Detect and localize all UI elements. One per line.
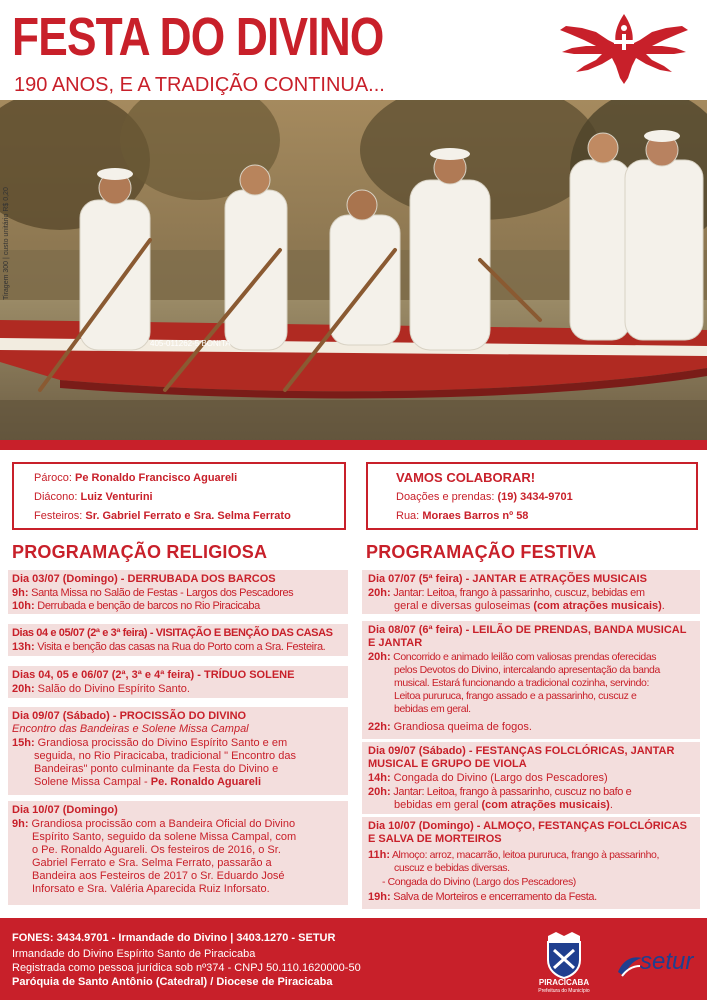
diacono-label: Diácono: [34, 491, 78, 503]
block-heading: Dia 08/07 (6ª feira) - LEILÃO DE PRENDAS, BANDA MUSICAL [368, 624, 687, 636]
schedule-line [12, 737, 287, 750]
priest-name: Pe. Ronaldo Aguareli [150, 776, 262, 788]
address-line [396, 510, 528, 522]
block-heading: Dia 09/07 (Sábado) - PROCISSÃO DO DIVINO [12, 710, 247, 722]
time: 19h: [368, 891, 391, 903]
festive-block-2 [362, 621, 700, 739]
footer-org: Irmandade do Divino Espírito Santo de Piracicaba [12, 948, 256, 960]
religious-block-4 [8, 707, 348, 795]
setur-logo [614, 946, 696, 982]
description: Santa Missa no Salão de Festas - Largos dos Pescadores [28, 587, 294, 599]
time: 13h: [12, 641, 35, 653]
description-cont: cuscuz e bebidas diversas. [394, 862, 510, 874]
description: Grandiosa procissão do Divino Espírito Santo e em [34, 737, 288, 749]
schedule-line [368, 849, 659, 862]
description-text: bebidas em geral [394, 799, 482, 811]
donations-phone: (19) 3434-9701 [497, 491, 573, 503]
schedule-line [368, 772, 608, 785]
religious-block-5 [8, 801, 348, 905]
description: Grandiosa procissão com a Bandeira Oficial do Divino [28, 818, 296, 830]
description-cont [34, 776, 261, 789]
time: 9h: [12, 587, 29, 599]
time: 14h: [368, 772, 391, 784]
description: Almoço: arroz, macarrão, leitoa pururuca, frango à passarinho, [390, 849, 659, 861]
donations-line [396, 491, 573, 503]
description: Concorrido e animado leilão com valiosas prendas oferecidas [390, 651, 657, 663]
block-heading: Dia 10/07 (Domingo) [12, 804, 118, 816]
footer-registration: Registrada como pessoa jurídica sob nº374 - CNPJ 50.110.1620000-50 [12, 962, 361, 974]
time: 22h: [368, 721, 391, 733]
description: Jantar: Leitoa, frango à passarinho, cuscuz, bebidas em [390, 587, 645, 599]
piracicaba-logo [534, 930, 594, 996]
address-label: Rua: [396, 510, 420, 522]
description-cont: Bandeira aos Festeiros de 2017 o Sr. Eduardo José [32, 870, 285, 882]
description-cont: Inforsato e Sra. Valéria Aparecida Ruiz Inforsato. [32, 883, 270, 895]
block-heading-cont: E JANTAR [368, 637, 423, 649]
schedule-line [368, 891, 597, 904]
page-title: FESTA DO DIVINO [12, 7, 384, 67]
time: 11h: [368, 849, 391, 861]
punctuation: . [661, 600, 665, 612]
description-text: geral e diversas guloseimas [394, 600, 534, 612]
music-note: (com atrações musicais) [481, 799, 610, 811]
diacono-name: Luiz Venturini [80, 491, 153, 503]
description-cont: o Pe. Ronaldo Aguareli. Os festeiros de 2016, o Sr. [32, 844, 281, 856]
schedule-line [368, 587, 645, 600]
festive-program-title: PROGRAMAÇÃO FESTIVA [366, 542, 597, 562]
religious-program-title: PROGRAMAÇÃO RELIGIOSA [12, 542, 268, 562]
piracicaba-logo-subtext: Prefeitura do Município [538, 988, 590, 994]
description-cont: bebidas em geral. [394, 703, 471, 715]
religious-block-1 [8, 570, 348, 614]
description-cont: - Congada do Divino (Largo dos Pescadores) [382, 876, 576, 888]
collaborate-box [366, 462, 698, 530]
description: Grandiosa queima de fogos. [390, 721, 532, 733]
description: Salva de Morteiros e encerramento da Festa. [390, 891, 597, 903]
print-credit: Tiragem 300 | custo unitário R$ 0,20 [3, 187, 10, 300]
paroco-line [34, 472, 237, 484]
festeiros-names: Sr. Gabriel Ferrato e Sra. Selma Ferrato [85, 510, 291, 522]
footer [0, 918, 707, 1000]
block-heading: Dias 04 e 05/07 (2ª e 3ª feira) - VISITAÇÃO E BENÇÃO DAS CASAS [12, 627, 333, 639]
schedule-line [368, 786, 631, 799]
paroco-name: Pe Ronaldo Francisco Aguareli [74, 472, 238, 484]
collaborate-title: VAMOS COLABORAR! [396, 470, 536, 485]
footer-parish: Paróquia de Santo Antônio (Catedral) / Diocese de Piracicaba [12, 976, 333, 988]
description-cont: Leitoa pururuca, frango assado e a passarinho, cuscuz e [394, 690, 637, 702]
description: Derrubada e benção de barcos no Rio Piracicaba [34, 600, 260, 612]
time: 20h: [368, 651, 391, 663]
festive-block-3 [362, 742, 700, 814]
block-heading-cont: MUSICAL E GRUPO DE VIOLA [368, 758, 527, 770]
description-cont: musical. Estará funcionando a tradicional cozinha, servindo: [394, 677, 649, 689]
boatmen-photo [0, 100, 707, 440]
time: 20h: [368, 786, 391, 798]
schedule-line [368, 651, 656, 664]
description: Congada do Divino (Largo dos Pescadores) [390, 772, 608, 784]
festeiros-line [34, 510, 291, 522]
schedule-line [12, 641, 325, 654]
divider-band [0, 440, 707, 450]
description-cont: Espírito Santo, seguido da solene Missa Campal, com [32, 831, 297, 843]
time: 20h: [12, 683, 35, 695]
block-heading-cont: E SALVA DE MORTEIROS [368, 833, 502, 845]
schedule-line [12, 818, 295, 831]
description-cont: Bandeiras" ponto culminante da Festa do Divino e [34, 763, 279, 775]
time: 10h: [12, 600, 35, 612]
schedule-line [12, 683, 190, 696]
block-heading: Dia 03/07 (Domingo) - DERRUBADA DOS BARCOS [12, 573, 276, 585]
block-heading: Dia 10/07 (Domingo) - ALMOÇO, FESTANÇAS FOLCLÓRICAS [368, 820, 688, 832]
time: 15h: [12, 737, 35, 749]
piracicaba-logo-text: PIRACICABA [538, 978, 590, 987]
header [0, 0, 707, 104]
setur-logo-text: setur [640, 948, 694, 975]
description-cont [394, 799, 613, 812]
address-value: Moraes Barros nº 58 [422, 510, 529, 522]
description: Salão do Divino Espírito Santo. [34, 683, 190, 695]
schedule-line [12, 600, 260, 613]
footer-phones: FONES: 3434.9701 - Irmandade do Divino | 3403.1270 - SETUR [12, 932, 336, 944]
punctuation: . [609, 799, 613, 811]
hero-photo [0, 100, 707, 440]
paroco-label: Pároco: [34, 472, 72, 484]
donations-label: Doações e prendas: [396, 491, 495, 503]
festive-block-1 [362, 570, 700, 614]
time: 20h: [368, 587, 391, 599]
description: Jantar: Leitoa, frango à passarinho, cuscuz no bafo e [390, 786, 632, 798]
schedule-line [12, 587, 293, 600]
coat-of-arms-icon [534, 930, 594, 980]
description: Visita e benção das casas na Rua do Porto com a Sra. Festeira. [34, 641, 326, 653]
block-heading: Dia 09/07 (Sábado) - FESTANÇAS FOLCLÓRICAS, JANTAR [368, 745, 675, 757]
religious-block-3 [8, 666, 348, 698]
description-cont: Gabriel Ferrato e Sra. Selma Ferrato, passarão a [32, 857, 272, 869]
description-text: Solene Missa Campal - [34, 776, 151, 788]
boat-registration: 405-011262-5 BONITA [150, 339, 231, 348]
holy-spirit-dove-icon [556, 6, 692, 86]
schedule-line [368, 721, 532, 734]
diacono-line [34, 491, 153, 503]
page-subtitle: 190 ANOS, E A TRADIÇÃO CONTINUA... [14, 74, 385, 96]
clergy-info-box [12, 462, 346, 530]
description-cont: seguida, no Rio Piracicaba, tradicional " Encontro das [34, 750, 296, 762]
description-cont: pelos Devotos do Divino, intercalando apresentação da banda [394, 664, 660, 676]
block-heading: Dias 04, 05 e 06/07 (2ª, 3ª e 4ª feira) - TRÍDUO SOLENE [12, 669, 295, 681]
festive-block-4 [362, 817, 700, 909]
music-note: (com atrações musicais) [533, 600, 662, 612]
description-cont [394, 600, 665, 613]
block-heading: Dia 07/07 (5ª feira) - JANTAR E ATRAÇÕES MUSICAIS [368, 573, 647, 585]
time: 9h: [12, 818, 29, 830]
religious-block-2 [8, 624, 348, 656]
festeiros-label: Festeiros: [34, 510, 83, 522]
block-subheading: Encontro das Bandeiras e Solene Missa Campal [12, 723, 249, 735]
